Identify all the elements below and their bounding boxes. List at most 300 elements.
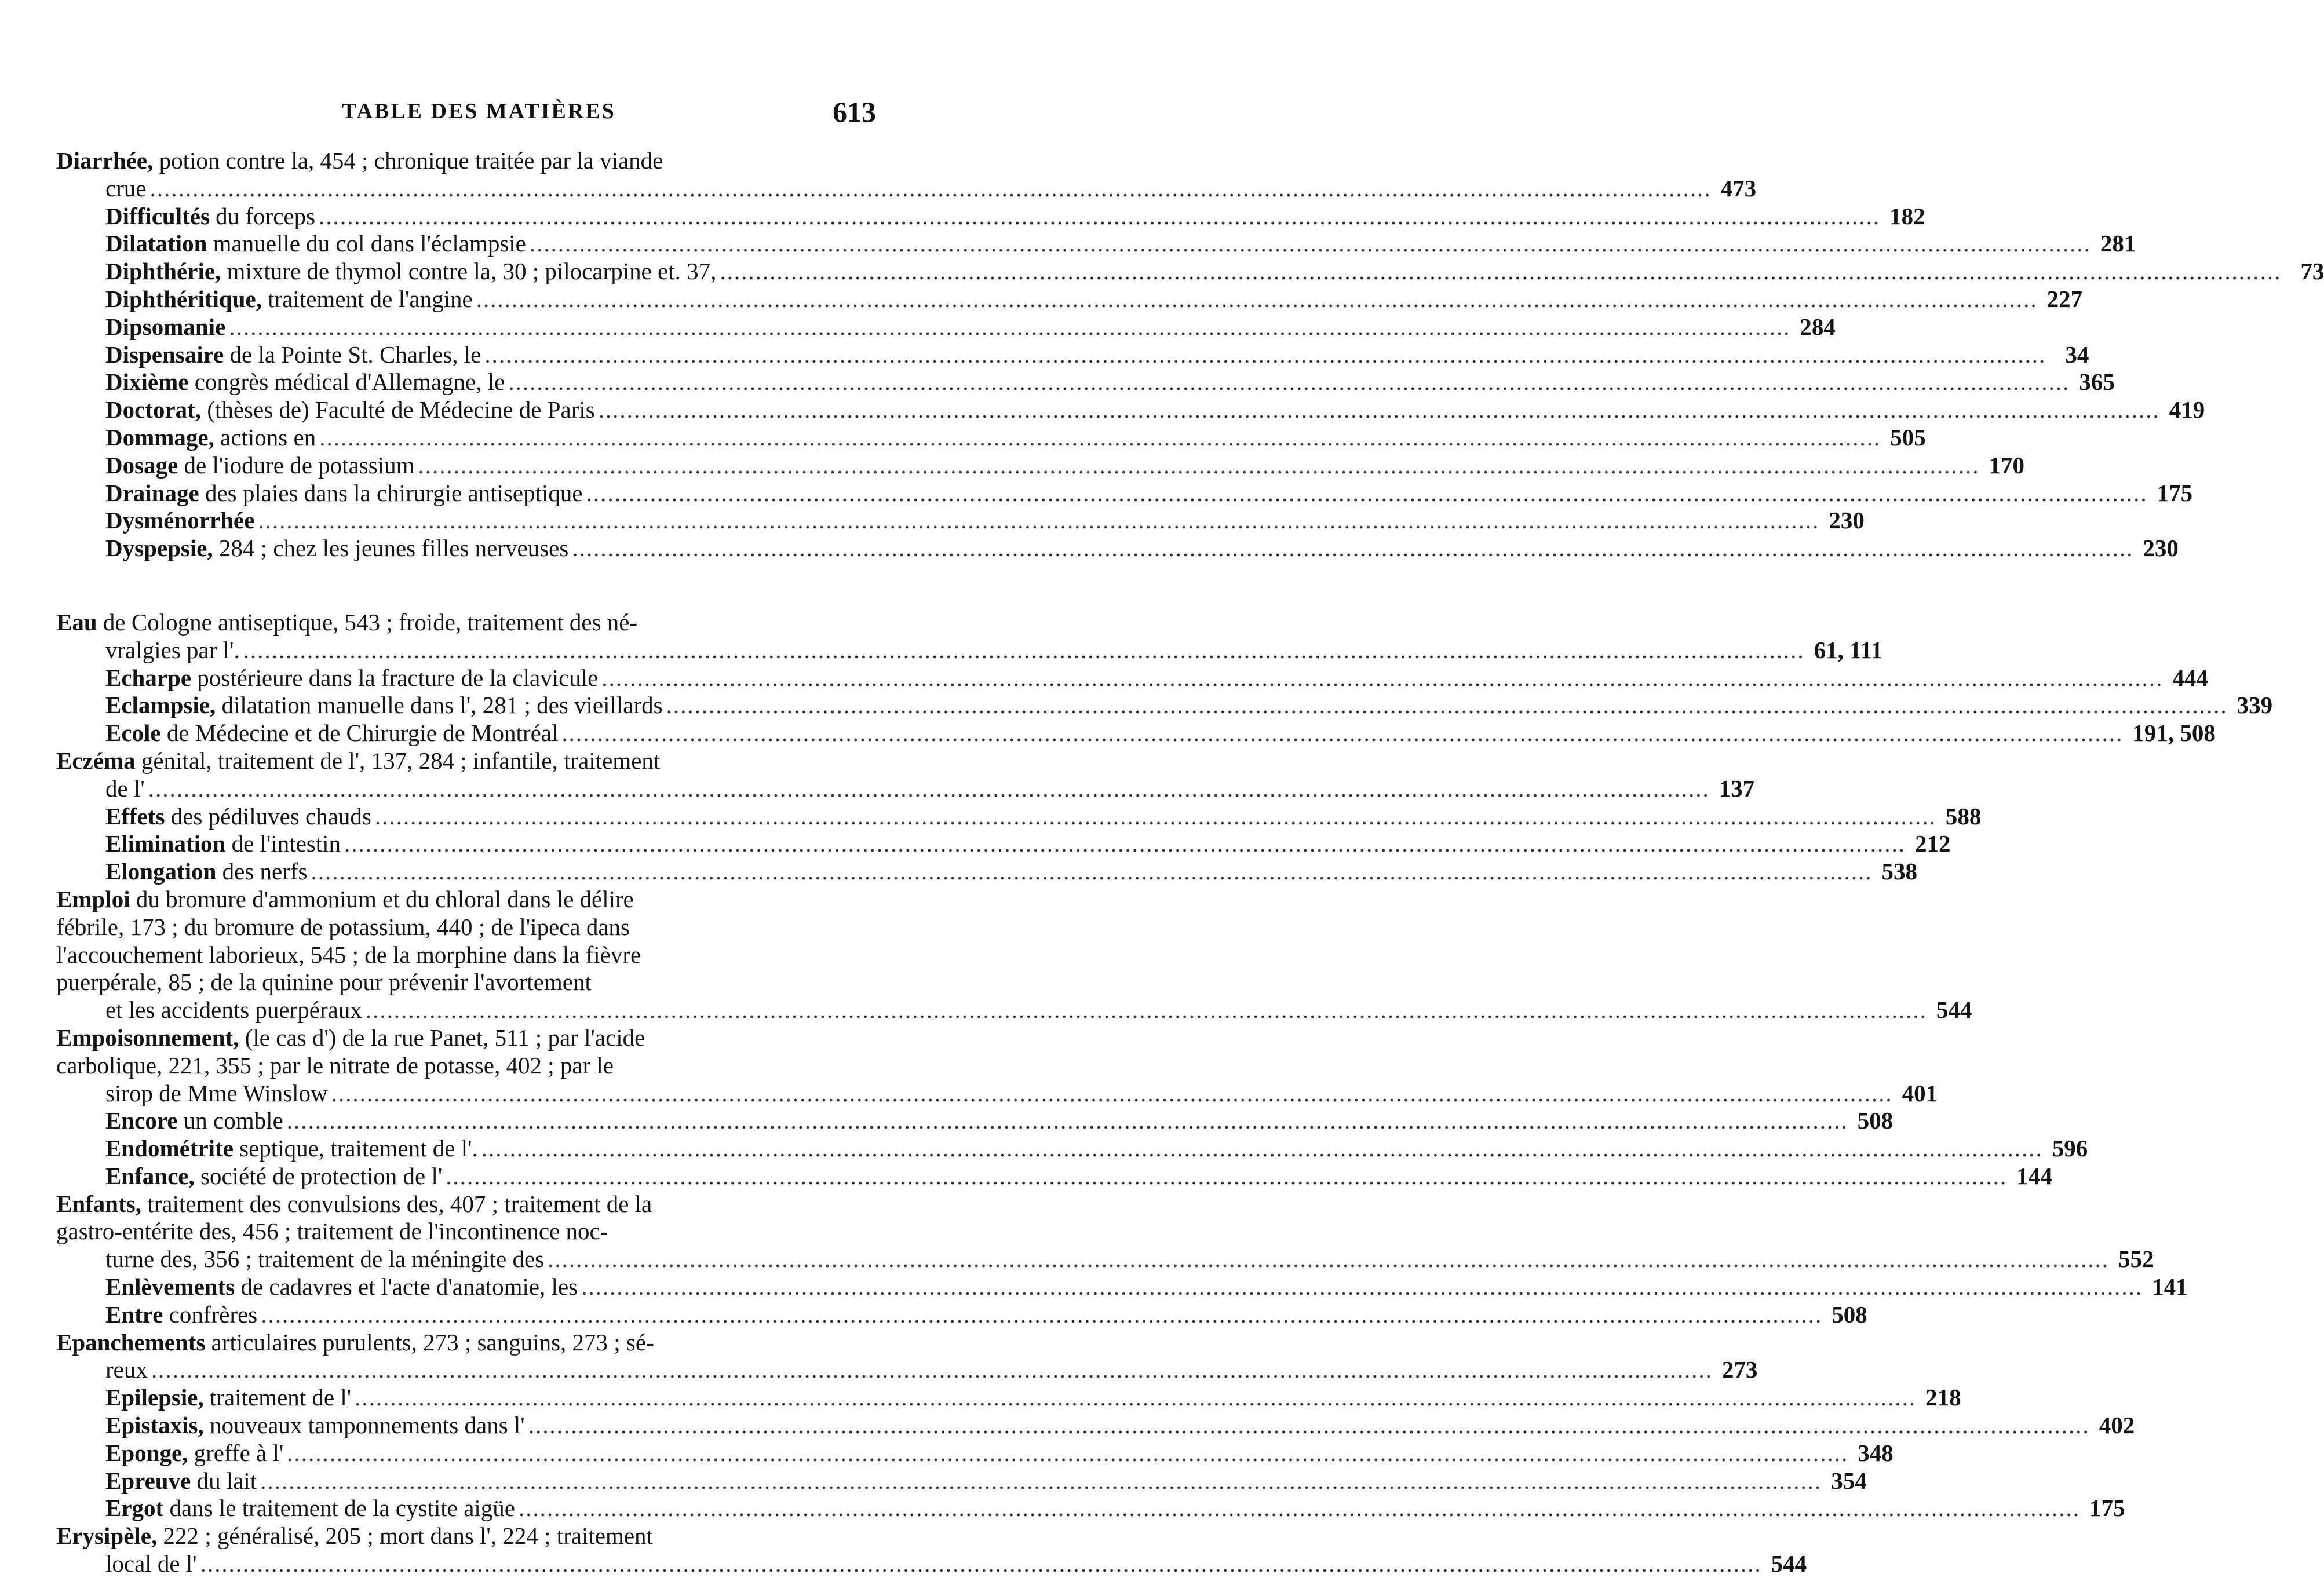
index-entry	[56, 535, 2179, 563]
dot-leader: ............................................................................................................................................................................................................................	[418, 451, 1980, 479]
entry-headword: Drainage	[105, 479, 199, 506]
entry-text-part: local de l'	[105, 1550, 197, 1577]
page-reference: 73	[2300, 258, 2324, 285]
dot-leader: ............................................................................................................................................................................................................................	[319, 202, 1881, 229]
entry-text-part: de Médecine et de Chirurgie de Montréal	[166, 720, 559, 747]
page-reference: 212	[1915, 830, 1951, 857]
dot-leader: ............................................................................................................................................................................................................................	[476, 285, 2038, 312]
entry-headword: Ecole	[105, 720, 161, 747]
entry-text	[105, 507, 254, 535]
entry-line	[105, 1079, 1938, 1108]
entry-text-part: nouveaux tamponnements dans l'	[210, 1412, 525, 1439]
entry-line	[105, 507, 1865, 535]
entry-text	[105, 1301, 257, 1329]
index-entry	[56, 396, 2205, 424]
entry-text	[105, 1135, 478, 1163]
page-reference: 182	[1889, 202, 1925, 229]
index-entry	[56, 802, 1982, 831]
entry-line	[105, 396, 2205, 424]
entry-text	[105, 775, 145, 803]
page-reference: 588	[1945, 802, 1982, 830]
entry-headword: Ergot	[105, 1495, 164, 1522]
entry-text-part: l'accouchement laborieux, 545 ; de la morphine dans la fièvre	[56, 941, 641, 968]
dot-leader: ............................................................................................................................................................................................................................	[344, 830, 1906, 857]
entry-text-part: (thèses de) Faculté de Médecine de Paris	[207, 396, 595, 423]
entry-headword: Endométrite	[105, 1135, 234, 1162]
page-reference: 505	[1890, 423, 1926, 451]
entry-text-part: de l'iodure de potassium	[184, 451, 415, 479]
entry-text	[105, 286, 473, 313]
entry-headword: Epanchements	[56, 1328, 206, 1356]
entry-text-part: et les accidents puerpéraux	[105, 996, 362, 1024]
index-entry	[56, 1024, 1938, 1107]
entry-headword: Enfants,	[56, 1190, 141, 1217]
entry-line	[105, 368, 2115, 396]
index-entry	[56, 313, 1836, 341]
entry-text	[56, 1522, 653, 1549]
entry-text-part: mixture de thymol contre la, 30 ; pilocarpine et. 37,	[227, 258, 717, 285]
entry-text-part: des nerfs	[222, 858, 308, 885]
page-reference: 544	[1771, 1550, 1807, 1577]
index-entry	[56, 1107, 1894, 1135]
entry-headword: Dommage,	[105, 423, 214, 451]
entry-text	[105, 1163, 442, 1190]
entry-headword: Elimination	[105, 830, 226, 857]
index-entry	[56, 479, 2193, 507]
entry-headword: Eau	[56, 608, 97, 636]
page-reference: 144	[2016, 1162, 2052, 1189]
index-entry	[56, 1412, 2135, 1440]
entry-text-part: greffe à l'	[194, 1439, 284, 1466]
entry-text-part: des plaies dans la chirurgie antiseptique	[205, 479, 583, 506]
entry-line	[105, 720, 2216, 747]
entry-line	[56, 1051, 859, 1080]
entry-text	[56, 1329, 654, 1356]
entry-line	[105, 636, 1883, 664]
index-entry	[56, 423, 1926, 452]
dot-leader: ............................................................................................................................................................................................................................	[243, 636, 1805, 663]
entry-line	[56, 885, 859, 914]
entry-headword: Enlèvements	[105, 1273, 235, 1301]
entry-text-part: articulaires purulents, 273 ; sanguins, 273 ; sé-	[211, 1328, 654, 1356]
dot-leader: ............................................................................................................................................................................................................................	[355, 1384, 1917, 1411]
index-entry	[56, 885, 1972, 1024]
entry-text-part: génital, traitement de l', 137, 284 ; infantile, traitement	[141, 747, 661, 774]
entry-text	[56, 1024, 645, 1051]
page-number: 613	[833, 96, 876, 128]
entry-text-part: (le cas d') de la rue Panet, 511 ; par l'acide	[245, 1024, 645, 1051]
entry-text-part: confrères	[169, 1301, 258, 1328]
page-reference: 473	[1720, 174, 1757, 202]
entry-text-part: sirop de Mme Winslow	[105, 1079, 328, 1106]
entry-text	[105, 637, 240, 664]
entry-line	[105, 341, 2089, 369]
entry-line	[56, 1522, 859, 1550]
index-entry	[56, 1495, 2125, 1522]
dot-leader: ............................................................................................................................................................................................................................	[508, 368, 2070, 396]
entry-line	[105, 313, 1836, 341]
entry-text	[105, 1412, 525, 1440]
dot-leader: ............................................................................................................................................................................................................................	[151, 1356, 1713, 1383]
entry-line	[56, 608, 859, 637]
dot-leader: ............................................................................................................................................................................................................................	[319, 423, 1881, 451]
index-entry	[56, 1135, 2088, 1163]
entry-text-part: crue	[105, 174, 147, 202]
index-entry	[56, 507, 1865, 535]
entry-headword: Dosage	[105, 451, 178, 479]
entry-headword: Epilepsie,	[105, 1384, 204, 1411]
entry-line	[105, 174, 1757, 203]
index-entry	[56, 664, 2208, 692]
entry-text	[105, 175, 147, 203]
index-entry	[56, 1384, 1961, 1412]
entry-text-part: du forceps	[216, 202, 316, 229]
entry-text	[105, 803, 371, 831]
entry-text	[105, 1273, 578, 1301]
entry-text-part: de l'intestin	[231, 830, 341, 857]
entry-line	[105, 479, 2193, 507]
page-reference: 175	[2157, 479, 2193, 506]
entry-line	[105, 1439, 1894, 1467]
dot-leader: ............................................................................................................................................................................................................................	[260, 1467, 1822, 1494]
entry-line	[105, 1135, 2088, 1163]
entry-headword: Eponge,	[105, 1439, 188, 1466]
dot-leader: ............................................................................................................................................................................................................................	[529, 230, 2091, 257]
entry-text	[56, 969, 592, 995]
page-reference: 141	[2152, 1273, 2188, 1301]
index-entry	[56, 720, 2216, 747]
index-entry	[56, 692, 2273, 720]
index-entry	[56, 608, 1883, 664]
dot-leader: ............................................................................................................................................................................................................................	[148, 775, 1710, 802]
dot-leader: ............................................................................................................................................................................................................................	[258, 507, 1820, 534]
entry-headword: Echarpe	[105, 664, 192, 691]
entry-headword: Diphthéritique,	[105, 285, 262, 312]
index-entry	[56, 258, 2324, 286]
entry-text	[105, 424, 316, 452]
index-entry	[56, 1522, 1807, 1578]
entry-line	[105, 1301, 1867, 1329]
index-entry	[56, 230, 2136, 258]
entry-text	[105, 996, 362, 1024]
entry-text	[105, 1440, 283, 1467]
dot-leader: ............................................................................................................................................................................................................................	[261, 1301, 1823, 1328]
index-entry	[56, 1162, 2052, 1190]
dot-leader: ............................................................................................................................................................................................................................	[519, 1495, 2080, 1522]
index-entry	[56, 147, 1757, 203]
dot-leader: ............................................................................................................................................................................................................................	[481, 1135, 2043, 1162]
entry-text-part: manuelle du col dans l'éclampsie	[213, 230, 526, 257]
entry-line	[56, 969, 859, 996]
entry-headword: Dysménorrhée	[105, 507, 255, 534]
dot-leader: ............................................................................................................................................................................................................................	[287, 1439, 1849, 1466]
dot-leader: ............................................................................................................................................................................................................................	[528, 1412, 2090, 1439]
dot-leader: ............................................................................................................................................................................................................................	[601, 664, 2164, 691]
section-gap	[56, 563, 859, 609]
entry-text	[105, 1550, 197, 1578]
dot-leader: ............................................................................................................................................................................................................................	[331, 1079, 1893, 1106]
entry-text	[105, 692, 663, 720]
page-reference: 281	[2100, 230, 2136, 257]
page-reference: 402	[2099, 1412, 2135, 1439]
index-entry	[56, 858, 1918, 886]
entry-text-part: fébrile, 173 ; du bromure de potassium, 440 ; de l'ipeca dans	[56, 913, 630, 940]
entry-text	[105, 1080, 328, 1108]
entry-text	[105, 1246, 544, 1273]
entry-text-part: de Cologne antiseptique, 543 ; froide, traitement des né-	[103, 608, 638, 636]
entry-text-part: actions en	[220, 423, 316, 451]
page-reference: 401	[1902, 1079, 1938, 1106]
page-reference: 230	[1829, 507, 1865, 534]
entry-text-part: traitement de l'	[209, 1384, 352, 1411]
entry-line	[56, 147, 859, 175]
page-reference: 354	[1831, 1467, 1867, 1494]
entry-text	[105, 1356, 148, 1384]
page-reference: 218	[1925, 1384, 1961, 1411]
entry-line	[105, 996, 1972, 1024]
page-reference: 444	[2172, 664, 2208, 691]
dot-leader: ............................................................................................................................................................................................................................	[446, 1162, 2008, 1189]
entry-line	[105, 1162, 2052, 1190]
entry-text-part: traitement de l'angine	[268, 285, 473, 312]
entry-line	[105, 1384, 1961, 1412]
entry-text-part: 284 ; chez les jeunes filles nerveuses	[218, 535, 569, 562]
entry-line	[105, 423, 1926, 452]
page-reference: 227	[2046, 285, 2083, 312]
dot-leader: ............................................................................................................................................................................................................................	[365, 996, 1927, 1024]
page-reference: 508	[1857, 1107, 1894, 1134]
index-list	[56, 147, 2324, 1578]
entry-line	[105, 802, 1982, 831]
entry-text	[105, 664, 598, 692]
entry-text	[105, 480, 583, 507]
entry-text	[56, 886, 634, 912]
entry-headword: Epreuve	[105, 1467, 191, 1494]
entry-headword: Epistaxis,	[105, 1412, 204, 1439]
entry-line	[105, 830, 1951, 858]
entry-text	[56, 941, 641, 968]
entry-line	[105, 1412, 2135, 1440]
entry-text	[56, 1190, 652, 1217]
entry-line	[105, 692, 2273, 720]
entry-text	[105, 1495, 515, 1522]
dot-leader: ............................................................................................................................................................................................................................	[666, 692, 2228, 719]
entry-text	[105, 858, 308, 886]
index-entry	[56, 1439, 1894, 1467]
index-section-d	[56, 147, 2324, 563]
entry-text	[105, 313, 225, 341]
entry-line	[105, 451, 2024, 480]
index-entry	[56, 451, 2024, 480]
page-reference: 538	[1881, 858, 1918, 885]
entry-line	[105, 1495, 2125, 1522]
page-reference: 339	[2237, 692, 2273, 719]
entry-text	[105, 341, 481, 369]
entry-text	[105, 720, 558, 747]
entry-text-part: puerpérale, 85 ; de la quinine pour prévenir l'avortement	[56, 969, 592, 996]
entry-headword: Dyspepsie,	[105, 535, 213, 562]
entry-line	[56, 1190, 859, 1218]
dot-leader: ............................................................................................................................................................................................................................	[720, 258, 2282, 285]
entry-text-part: de la Pointe St. Charles, le	[229, 341, 481, 368]
entry-text	[105, 203, 315, 231]
index-entry	[56, 341, 2089, 369]
entry-headword: Effets	[105, 802, 165, 830]
entry-text-part: turne des, 356 ; traitement de la méningite des	[105, 1246, 545, 1273]
entry-line	[105, 1356, 1758, 1384]
entry-headword: Doctorat,	[105, 396, 202, 423]
entry-text-part: potion contre la, 454 ; chronique traitée par la viande	[159, 147, 663, 174]
page-reference: 508	[1832, 1301, 1867, 1328]
entry-headword: Encore	[105, 1107, 178, 1134]
entry-text-part: gastro-entérite des, 456 ; traitement de l'incontinence noc-	[56, 1218, 608, 1245]
dot-leader: ............................................................................................................................................................................................................................	[572, 535, 2134, 562]
entry-line	[105, 775, 1755, 803]
dot-leader: ............................................................................................................................................................................................................................	[229, 313, 1791, 340]
index-entry	[56, 1190, 2154, 1273]
entry-text-part: 222 ; généralisé, 205 ; mort dans l', 224 ; traitement	[163, 1522, 653, 1550]
page-reference: 419	[2169, 396, 2205, 423]
entry-line	[105, 258, 2324, 286]
entry-text-part: vralgies par l'.	[105, 636, 240, 663]
entry-line	[105, 535, 2179, 563]
entry-text-part: congrès médical d'Allemagne, le	[194, 368, 505, 396]
dot-leader: ............................................................................................................................................................................................................................	[586, 479, 2148, 506]
entry-line	[56, 747, 859, 775]
entry-text	[105, 1384, 351, 1412]
entry-headword: Eclampsie,	[105, 692, 216, 719]
entry-headword: Diarrhée,	[56, 147, 154, 174]
entry-headword: Entre	[105, 1301, 163, 1328]
page-reference: 284	[1800, 313, 1836, 340]
entry-text	[105, 230, 526, 258]
entry-headword: Dipsomanie	[105, 313, 226, 340]
dot-leader: ............................................................................................................................................................................................................................	[311, 858, 1873, 885]
entry-line	[105, 202, 1925, 231]
entry-text	[105, 368, 505, 396]
page-reference: 552	[2118, 1246, 2154, 1273]
entry-line	[105, 858, 1918, 886]
entry-line	[105, 1273, 2188, 1301]
entry-line	[56, 913, 859, 941]
entry-line	[105, 1467, 1867, 1495]
index-section-e	[56, 608, 2273, 1578]
entry-text-part: postérieure dans la fracture de la clavicule	[197, 664, 599, 691]
index-entry	[56, 1467, 1867, 1495]
page-reference: 34	[2065, 341, 2089, 368]
entry-text	[105, 452, 414, 480]
dot-leader: ............................................................................................................................................................................................................................	[149, 174, 1712, 202]
entry-headword: Eczéma	[56, 747, 136, 774]
page-reference: 170	[1989, 451, 2024, 479]
entry-text-part: des pédiluves chauds	[170, 802, 371, 830]
entry-text-part: du bromure d'ammonium et du chloral dans le délire	[136, 885, 634, 912]
dot-leader: ............................................................................................................................................................................................................................	[548, 1246, 2110, 1273]
entry-headword: Difficultés	[105, 202, 210, 229]
entry-headword: Elongation	[105, 858, 217, 885]
dot-leader: ............................................................................................................................................................................................................................	[374, 802, 1936, 830]
dot-leader: ............................................................................................................................................................................................................................	[561, 720, 2124, 747]
entry-text-part: reux	[105, 1356, 148, 1383]
entry-text	[105, 1467, 257, 1495]
entry-line	[105, 1550, 1807, 1578]
page-reference: 596	[2052, 1135, 2088, 1162]
entry-text	[105, 396, 595, 424]
entry-text	[56, 147, 663, 174]
page-reference: 365	[2079, 368, 2115, 396]
entry-text	[56, 1052, 614, 1079]
running-title: TABLE DES MATIÈRES	[342, 99, 616, 123]
entry-headword: Enfance,	[105, 1162, 195, 1189]
entry-line	[56, 1218, 859, 1246]
entry-text	[105, 830, 341, 858]
entry-text	[56, 914, 630, 940]
dot-leader: ............................................................................................................................................................................................................................	[581, 1273, 2143, 1301]
entry-headword: Emploi	[56, 885, 130, 912]
index-entry	[56, 202, 1925, 231]
page-reference: 273	[1721, 1356, 1758, 1383]
entry-text	[105, 535, 568, 563]
entry-text	[56, 747, 660, 774]
entry-text	[105, 258, 716, 286]
index-entry	[56, 368, 2115, 396]
page-reference: 544	[1936, 996, 1972, 1024]
entry-text-part: société de protection de l'	[200, 1162, 443, 1189]
entry-line	[105, 230, 2136, 258]
index-entry	[56, 285, 2083, 313]
entry-line	[56, 1024, 859, 1052]
index-entry	[56, 1328, 1758, 1385]
index-entry	[56, 1301, 1867, 1329]
entry-text-part: dans le traitement de la cystite aigüe	[169, 1495, 515, 1522]
page-reference: 348	[1858, 1439, 1894, 1466]
entry-text-part: traitement des convulsions des, 407 ; traitement de la	[147, 1190, 652, 1217]
entry-text-part: du lait	[196, 1467, 257, 1494]
entry-text	[105, 1107, 283, 1135]
entry-line	[56, 1328, 859, 1357]
page-reference: 61, 111	[1814, 636, 1883, 663]
entry-headword: Dixième	[105, 368, 189, 396]
entry-text-part: dilatation manuelle dans l', 281 ; des vieillards	[221, 692, 663, 719]
entry-headword: Diphthérie,	[105, 258, 221, 285]
dot-leader: ............................................................................................................................................................................................................................	[200, 1550, 1762, 1577]
entry-line	[105, 285, 2083, 313]
entry-text	[56, 609, 637, 636]
entry-line	[56, 941, 859, 969]
page-header	[0, 98, 988, 133]
entry-text-part: carbolique, 221, 355 ; par le nitrate de potasse, 402 ; par le	[56, 1051, 614, 1079]
index-entry	[56, 1273, 2188, 1301]
entry-line	[105, 1107, 1894, 1135]
entry-text-part: un comble	[183, 1107, 283, 1134]
entry-headword: Erysipèle,	[56, 1522, 158, 1550]
entry-line	[105, 664, 2208, 692]
page-reference: 175	[2089, 1495, 2125, 1522]
entry-text-part: de cadavres et l'acte d'anatomie, les	[240, 1273, 578, 1301]
entry-text	[56, 1218, 608, 1244]
page-reference: 191, 508	[2132, 720, 2216, 747]
entry-headword: Empoisonnement,	[56, 1024, 239, 1051]
dot-leader: ............................................................................................................................................................................................................................	[286, 1107, 1848, 1134]
entry-text-part: de l'	[105, 775, 145, 802]
dot-leader: ............................................................................................................................................................................................................................	[598, 396, 2160, 423]
page-reference: 137	[1719, 775, 1755, 802]
page-reference: 230	[2143, 535, 2179, 562]
entry-headword: Dispensaire	[105, 341, 224, 368]
entry-line	[105, 1246, 2154, 1273]
dot-leader: ............................................................................................................................................................................................................................	[484, 341, 2046, 368]
index-entry	[56, 747, 1755, 803]
